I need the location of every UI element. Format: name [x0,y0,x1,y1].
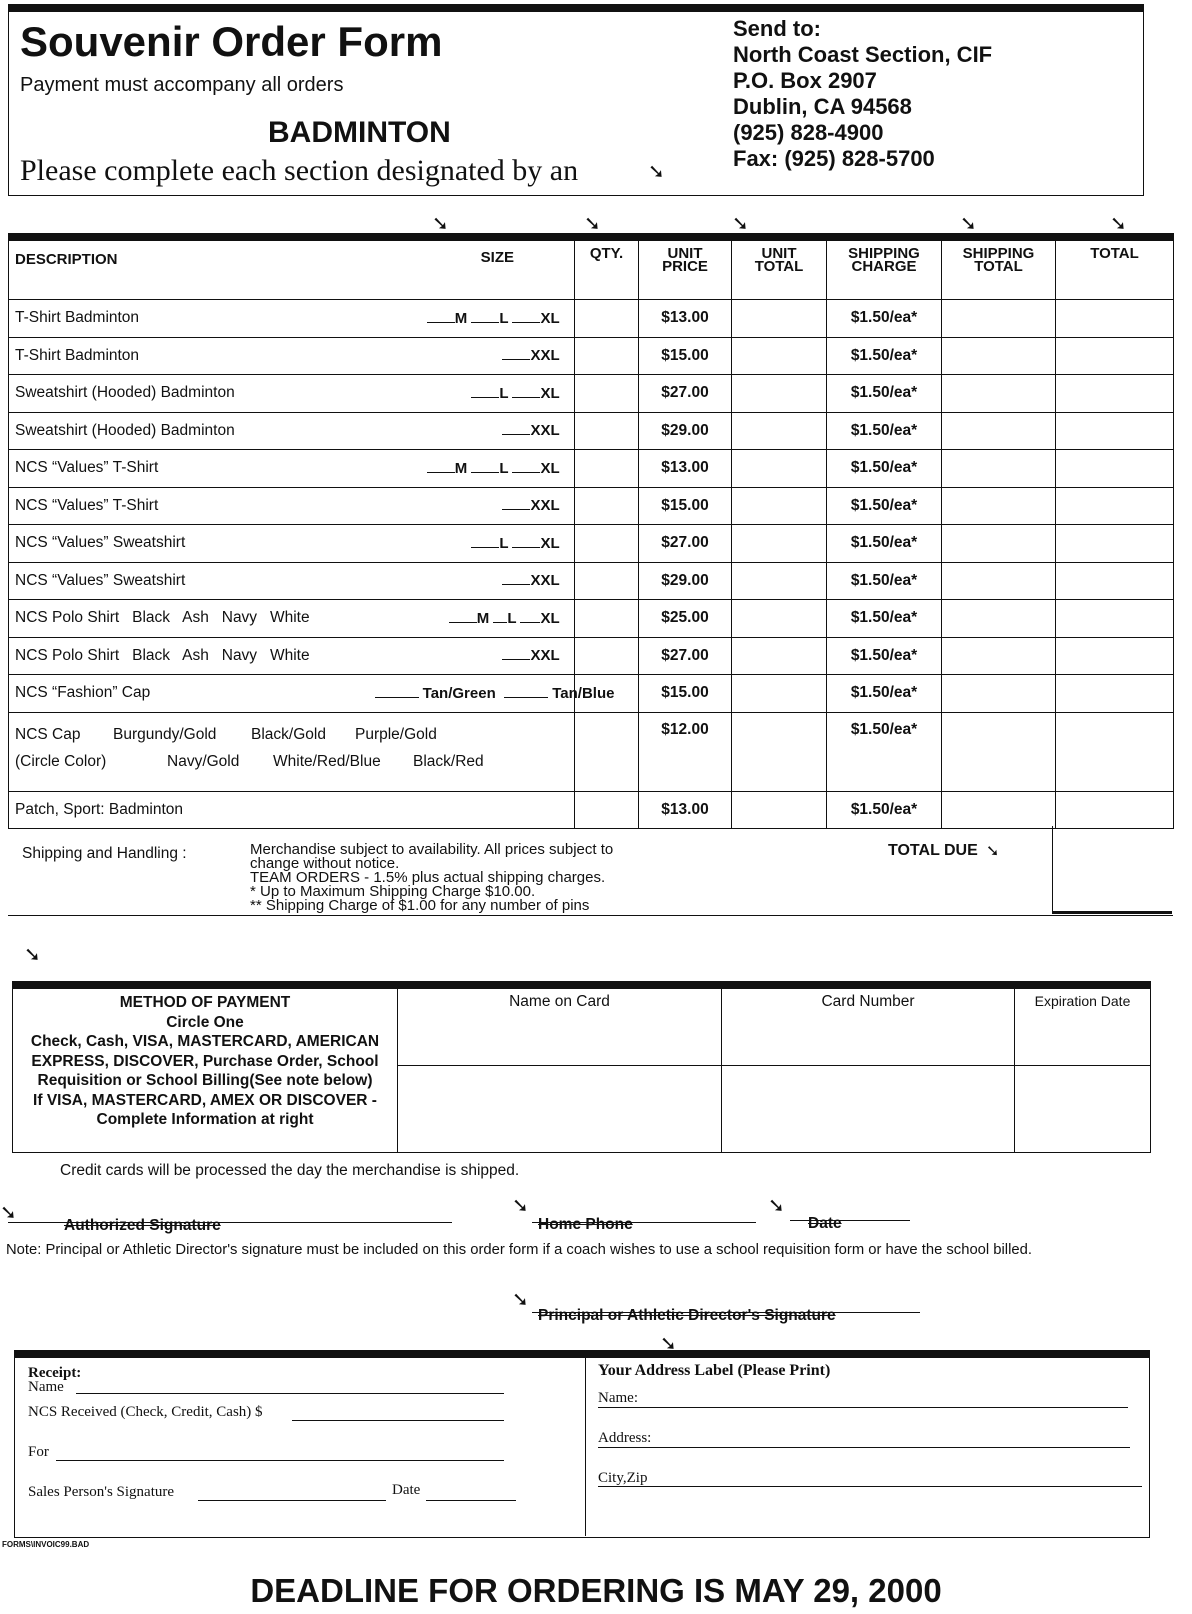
table-row [9,487,1174,525]
shipping-total-field[interactable] [942,712,1056,791]
total-field[interactable] [1056,375,1174,413]
unit-total-field[interactable] [732,337,827,375]
unit-total-field[interactable] [732,450,827,488]
payment-method-title: METHOD OF PAYMENT [119,994,291,1011]
size-options[interactable]: M L XL [369,300,575,338]
col-shipping-total: SHIPPING TOTAL [942,237,1056,300]
unit-total-field[interactable] [732,525,827,563]
total-field[interactable] [1056,562,1174,600]
cap-color-option[interactable]: Black/Red [413,752,484,770]
receipt-divider [585,1358,586,1536]
arrow-icon: ➘ [584,213,601,235]
unit-price: $29.00 [639,562,732,600]
receipt-title: Receipt: [28,1365,82,1381]
item-description: T-Shirt Badminton [9,300,369,338]
card-number-field[interactable] [722,985,1015,1066]
qty-field[interactable] [575,300,639,338]
arrow-icon: ➘ [512,1195,529,1217]
send-to-line2: P.O. Box 2907 [733,68,877,93]
qty-field[interactable] [575,450,639,488]
item-description: NCS “Fashion” Cap [9,675,369,713]
qty-field[interactable] [575,337,639,375]
card-number-field-2[interactable] [722,1066,1015,1153]
shipping-note-line: Merchandise subject to availability. All prices subject to [250,841,614,858]
cap-color-line1 [15,721,568,748]
shipping-charge: $1.50/ea* [827,791,942,829]
receipt-box [14,1350,1150,1538]
address-address-line[interactable] [598,1447,1130,1448]
shipping-note-line: TEAM ORDERS - 1.5% plus actual shipping charges. [250,869,606,886]
total-field[interactable] [1056,637,1174,675]
arrow-icon: ➘ [768,1195,785,1217]
arrow-icon: ➘ [432,213,449,235]
address-name-line[interactable] [598,1407,1128,1408]
unit-price: $27.00 [639,525,732,563]
total-field[interactable] [1056,791,1174,829]
unit-price: $12.00 [639,712,732,791]
form-title: Souvenir Order Form [20,18,443,65]
shipping-charge: $1.50/ea* [827,375,942,413]
shipping-total-field[interactable] [942,675,1056,713]
col-shipping-charge: SHIPPING CHARGE [827,237,942,300]
address-label-title: Your Address Label (Please Print) [598,1362,831,1379]
unit-price: $27.00 [639,375,732,413]
shipping-total-field[interactable] [942,412,1056,450]
qty-field[interactable] [575,791,639,829]
shipping-total-field[interactable] [942,337,1056,375]
total-field[interactable] [1056,525,1174,563]
sales-date-line[interactable] [426,1500,516,1501]
unit-price: $15.00 [639,675,732,713]
cap-color-options[interactable] [9,712,575,791]
table-row [9,712,1174,791]
table-row [9,412,1174,450]
col-total: TOTAL [1056,237,1174,300]
cap-color-option[interactable]: White/Red/Blue [273,752,381,770]
processing-note: Credit cards will be processed the day the merchandise is shipped. [60,1162,520,1179]
receipt-section [28,1366,81,1394]
col-qty: QTY. [575,237,639,300]
send-to-phone: (925) 828-4900 [733,120,884,145]
size-options[interactable]: XXL [369,337,575,375]
receipt-for-label: For [28,1444,49,1460]
cap-color-option[interactable]: Burgundy/Gold [113,725,217,743]
divider [8,915,1173,916]
item-description: NCS “Values” T-Shirt [9,450,369,488]
size-options[interactable]: L XL [369,375,575,413]
deadline-text: DEADLINE FOR ORDERING IS MAY 29, 2000 [250,1572,942,1609]
form-subtitle: Payment must accompany all orders [20,74,344,96]
unit-price: $27.00 [639,637,732,675]
qty-field[interactable] [575,712,639,791]
shipping-charge: $1.50/ea* [827,412,942,450]
unit-price: $29.00 [639,412,732,450]
sales-signature-line[interactable] [198,1500,386,1501]
cap-color-line2 [15,748,568,775]
qty-field[interactable] [575,562,639,600]
send-to-line1: North Coast Section, CIF [733,42,993,67]
expiration-field[interactable] [1015,985,1151,1066]
unit-total-field[interactable] [732,600,827,638]
qty-field[interactable] [575,487,639,525]
receipt-name-label: Name [28,1379,64,1395]
receipt-name-line[interactable] [76,1393,504,1394]
home-phone-label: Home Phone [538,1216,633,1233]
size-options[interactable]: XXL [369,562,575,600]
name-on-card-label: Name on Card [509,993,610,1010]
total-field[interactable] [1056,337,1174,375]
order-table-header [9,237,1174,300]
unit-price: $13.00 [639,791,732,829]
sales-signature-label: Sales Person's Signature [28,1484,175,1500]
size-options[interactable]: XXL [369,412,575,450]
unit-price: $15.00 [639,487,732,525]
table-row [9,637,1174,675]
size-options[interactable]: M L XL [369,450,575,488]
shipping-charge: $1.50/ea* [827,562,942,600]
cap-color-option[interactable]: Navy/Gold [167,752,240,770]
shipping-charge: $1.50/ea* [827,637,942,675]
qty-field[interactable] [575,525,639,563]
unit-price: $15.00 [639,337,732,375]
table-row [9,600,1174,638]
size-options[interactable]: XXL [369,637,575,675]
size-options[interactable]: XXL [369,487,575,525]
date-label: Date [808,1215,842,1232]
qty-field[interactable] [575,637,639,675]
sport-title: BADMINTON [268,116,451,149]
qty-field[interactable] [575,412,639,450]
address-name-label: Name: [598,1390,638,1406]
send-to-label: Send to: [733,16,821,41]
unit-price: $13.00 [639,450,732,488]
shipping-total-field[interactable] [942,300,1056,338]
table-row [9,675,1174,713]
ncs-received-line[interactable] [292,1420,504,1421]
arrow-icon: ➘ [512,1289,529,1311]
unit-total-field[interactable] [732,300,827,338]
receipt-for-line[interactable] [56,1460,504,1461]
send-to-block [733,16,992,172]
order-table [8,233,1174,829]
shipping-notes [250,843,613,913]
unit-total-field[interactable] [732,712,827,791]
principal-signature-label: Principal or Athletic Director's Signature [538,1307,836,1324]
total-field[interactable] [1056,600,1174,638]
send-to-line3: Dublin, CA 94568 [733,94,912,119]
address-city-line[interactable] [598,1486,1142,1487]
card-number-label: Card Number [821,993,915,1010]
unit-total-field[interactable] [732,791,827,829]
arrow-icon: ➘ [0,1202,17,1224]
name-on-card-field-2[interactable] [398,1066,722,1153]
sales-date-label: Date [392,1482,421,1498]
arrow-icon: ➘ [660,1333,677,1355]
item-description: Sweatshirt (Hooded) Badminton [9,412,369,450]
shipping-total-field[interactable] [942,525,1056,563]
arrow-icon: ➘ [960,213,977,235]
shipping-total-field[interactable] [942,375,1056,413]
total-field[interactable] [1056,487,1174,525]
card-note: If VISA, MASTERCARD, AMEX OR DISCOVER - Complete Information at right [33,1091,377,1128]
shipping-charge: $1.50/ea* [827,450,942,488]
cap-color-option[interactable]: Purple/Gold [355,725,437,743]
unit-total-field[interactable] [732,562,827,600]
form-code: FORMS\INVOIC99.BAD [2,1540,90,1549]
shipping-note-line: change without notice. [250,855,400,872]
shipping-total-field[interactable] [942,562,1056,600]
send-to-fax: Fax: (925) 828-5700 [733,146,935,171]
table-row [9,791,1174,829]
shipping-total-field[interactable] [942,600,1056,638]
unit-price: $13.00 [639,300,732,338]
item-description: T-Shirt Badminton [9,337,369,375]
table-row [9,337,1174,375]
col-size: SIZE [369,237,575,300]
authorized-signature-label: Authorized Signature [64,1217,221,1234]
arrow-icon: ➘ [1110,213,1127,235]
col-description: DESCRIPTION [9,237,369,300]
item-description: NCS Polo Shirt Black Ash Navy White [9,600,369,638]
item-description: Sweatshirt (Hooded) Badminton [9,375,369,413]
total-field[interactable] [1056,712,1174,791]
total-due-label: TOTAL DUE [888,842,978,859]
shipping-note-line: ** Shipping Charge of $1.00 for any number of pins [250,897,590,914]
qty-field[interactable] [575,375,639,413]
shipping-total-field[interactable] [942,487,1056,525]
total-field[interactable] [1056,412,1174,450]
col-unit-total: UNIT TOTAL [732,237,827,300]
shipping-total-field[interactable] [942,791,1056,829]
total-field[interactable] [1056,675,1174,713]
arrow-icon: ➘ [732,213,749,235]
table-row [9,300,1174,338]
name-on-card-field[interactable] [398,985,722,1066]
shipping-charge: $1.50/ea* [827,712,942,791]
payment-table [12,981,1151,1153]
total-field[interactable] [1056,300,1174,338]
col-unit-price: UNIT PRICE [639,237,732,300]
size-options[interactable]: M L XL [369,600,575,638]
payment-options[interactable]: Check, Cash, VISA, MASTERCARD, AMERICAN EXPRESS, DISCOVER, Purchase Order, School Requisition or School Billing(See note below) [30,1033,380,1089]
expiration-label: Expiration Date [1034,993,1131,1009]
cap-label: NCS Cap [15,725,81,743]
shipping-label: Shipping and Handling : [22,845,187,862]
shipping-charge: $1.50/ea* [827,487,942,525]
total-field[interactable] [1056,450,1174,488]
cap-color-option[interactable]: Black/Gold [251,725,326,743]
address-city-label: City,Zip [598,1470,648,1486]
signature-note: Note: Principal or Athletic Director's signature must be included on this order form if a coach wishes to use a school requisition form or have the school billed. [6,1242,1032,1258]
qty-field[interactable] [575,600,639,638]
arrow-icon: ➘ [648,161,665,183]
payment-method-cell[interactable] [13,985,398,1153]
unit-total-field[interactable] [732,487,827,525]
table-row [9,375,1174,413]
item-description: NCS “Values” Sweatshirt [9,562,369,600]
unit-total-field[interactable] [732,675,827,713]
arrow-icon: ➘ [24,944,41,966]
shipping-charge: $1.50/ea* [827,600,942,638]
item-description: NCS “Values” Sweatshirt [9,525,369,563]
size-options[interactable]: Tan/Green Tan/Blue [369,675,575,713]
item-description: NCS Polo Shirt Black Ash Navy White [9,637,369,675]
shipping-total-field[interactable] [942,637,1056,675]
table-row [9,562,1174,600]
item-description: NCS “Values” T-Shirt [9,487,369,525]
shipping-charge: $1.50/ea* [827,300,942,338]
unit-total-field[interactable] [732,375,827,413]
unit-price: $25.00 [639,600,732,638]
shipping-charge: $1.50/ea* [827,337,942,375]
circle-color-label: (Circle Color) [15,752,107,770]
shipping-charge: $1.50/ea* [827,675,942,713]
item-description: Patch, Sport: Badminton [9,791,575,829]
unit-total-field[interactable] [732,412,827,450]
shipping-charge: $1.50/ea* [827,525,942,563]
instruction-text: Please complete each section designated by an [20,154,579,187]
circle-one-label: Circle One [166,1013,244,1031]
address-address-label: Address: [598,1430,652,1446]
table-row [9,450,1174,488]
arrow-icon: ➘ [986,843,1000,860]
shipping-total-field[interactable] [942,450,1056,488]
unit-total-field[interactable] [732,637,827,675]
shipping-note-line: * Up to Maximum Shipping Charge $10.00. [250,883,536,900]
total-due-field[interactable] [1052,826,1172,914]
table-row [9,525,1174,563]
ncs-received-label: NCS Received (Check, Credit, Cash) $ [28,1404,263,1420]
expiration-field-2[interactable] [1015,1066,1151,1153]
size-options[interactable]: L XL [369,525,575,563]
